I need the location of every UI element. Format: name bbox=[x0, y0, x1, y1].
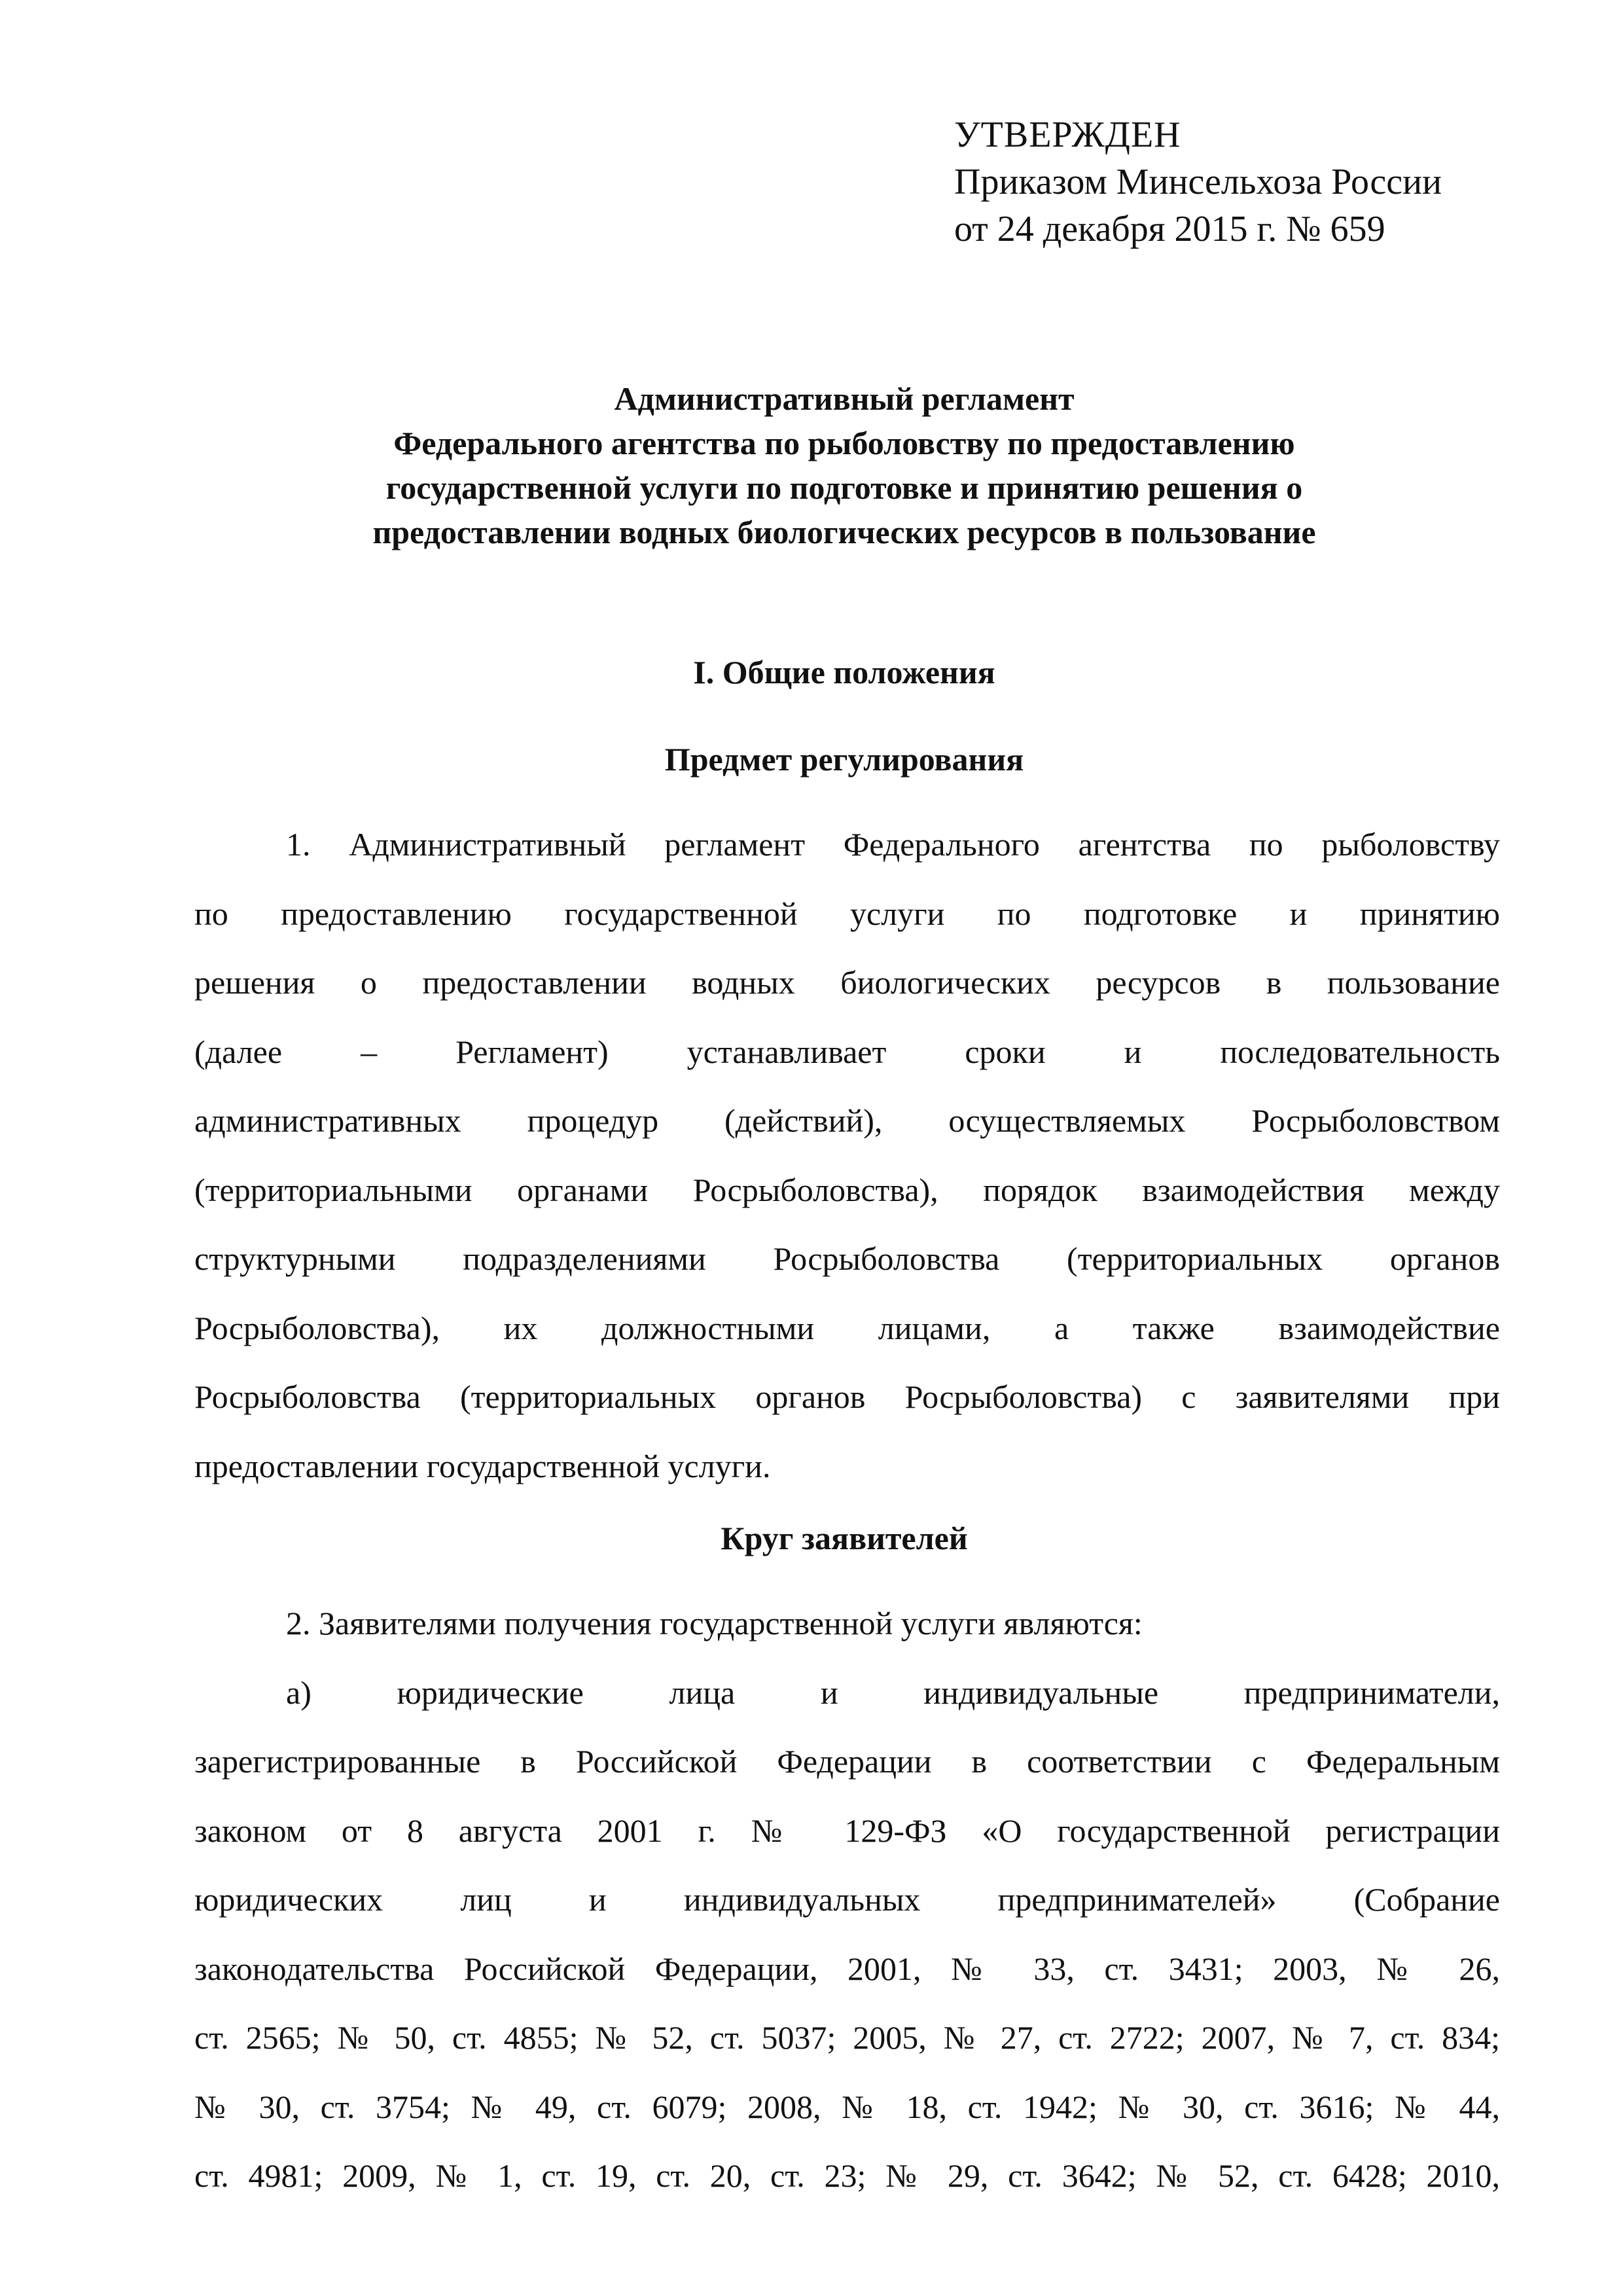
paragraph-line: юридических лиц и индивидуальных предпринимателей» (Собрание bbox=[194, 1881, 1500, 1918]
paragraph-line: административных процедур (действий), осуществляемых Росрыболовством bbox=[194, 1102, 1500, 1139]
paragraph-line: по предоставлению государственной услуги по подготовке и принятию bbox=[194, 895, 1500, 932]
approval-stamp: УТВЕРЖДЕН bbox=[954, 115, 1181, 155]
paragraph-line: (далее – Регламент) устанавливает сроки и последовательность bbox=[194, 1033, 1500, 1070]
paragraph-line: ст. 4981; 2009, № 1, ст. 19, ст. 20, ст. 23; № 29, ст. 3642; № 52, ст. 6428; 2010, bbox=[194, 2157, 1500, 2194]
title-line: государственной услуги по подготовке и принятию решения о bbox=[385, 469, 1303, 506]
paragraph-line: (территориальными органами Росрыболовства), порядок взаимодействия между bbox=[194, 1171, 1500, 1208]
approval-stamp-block bbox=[954, 111, 1442, 253]
paragraph-line: 2. Заявителями получения государственной услуги являются: bbox=[286, 1605, 1143, 1641]
title-line: Административный регламент bbox=[614, 380, 1075, 417]
subject-heading: Предмет регулирования bbox=[664, 741, 1024, 778]
section-heading: I. Общие положения bbox=[693, 654, 995, 691]
applicants-heading: Круг заявителей bbox=[721, 1520, 968, 1556]
paragraph-line: структурными подразделениями Росрыболовства (территориальных органов bbox=[194, 1240, 1500, 1277]
paragraph-2 bbox=[194, 1602, 1500, 2224]
paragraph-line: ст. 2565; № 50, ст. 4855; № 52, ст. 5037; 2005, № 27, ст. 2722; 2007, № 7, ст. 834; bbox=[194, 2019, 1500, 2056]
paragraph-line: решения о предоставлении водных биологических ресурсов в пользование bbox=[194, 964, 1500, 1001]
title-line: предоставлении водных биологических ресурсов в пользование bbox=[372, 514, 1316, 550]
paragraph-line: 1. Административный регламент Федерального агентства по рыболовству bbox=[286, 826, 1500, 863]
paragraph-line: законодательства Российской Федерации, 2001, № 33, ст. 3431; 2003, № 26, bbox=[194, 1950, 1500, 1987]
document-title bbox=[196, 376, 1492, 554]
paragraph-line: предоставлении государственной услуги. bbox=[194, 1447, 771, 1484]
approval-issuer: Приказом Минсельхоза России bbox=[954, 162, 1442, 202]
paragraph-line: № 30, ст. 3754; № 49, ст. 6079; 2008, № 18, ст. 1942; № 30, ст. 3616; № 44, bbox=[194, 2088, 1500, 2125]
paragraph-line: Росрыболовства (территориальных органов Росрыболовства) с заявителями при bbox=[194, 1378, 1500, 1415]
approval-date-number: от 24 декабря 2015 г. № 659 bbox=[954, 209, 1385, 249]
paragraph-line: Росрыболовства), их должностными лицами, а также взаимодействие bbox=[194, 1309, 1500, 1346]
paragraph-line: а) юридические лица и индивидуальные предприниматели, bbox=[286, 1674, 1500, 1711]
paragraph-line: законом от 8 августа 2001 г. № 129-ФЗ «О государственной регистрации bbox=[194, 1812, 1500, 1849]
paragraph-1 bbox=[194, 823, 1500, 1514]
paragraph-line: зарегистрированные в Российской Федерации в соответствии с Федеральным bbox=[194, 1743, 1500, 1780]
title-line: Федерального агентства по рыболовству по предоставлению bbox=[393, 425, 1295, 461]
